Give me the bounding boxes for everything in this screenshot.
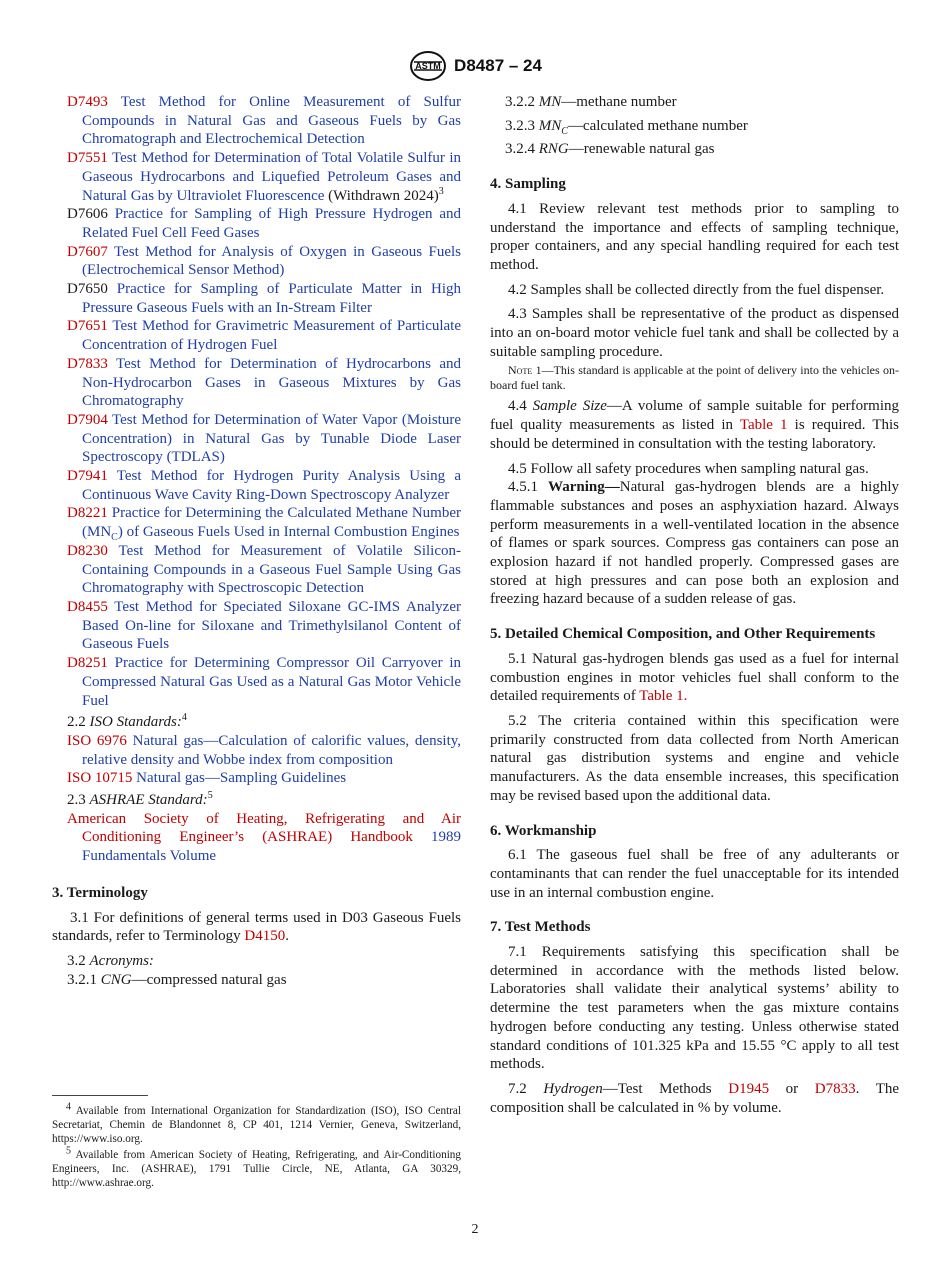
left-column (52, 93, 462, 989)
paragraph-text: is required. This should be determined in consultation with the testing laboratory. (490, 417, 899, 452)
reference-title[interactable]: Test Method for Hydrogen Purity Analysis Using a Continuous Wave Cavity Ring-Down Spectroscopy Analyzer (82, 468, 461, 503)
footnote-divider (52, 1095, 148, 1096)
definition: —renewable natural gas (568, 141, 715, 158)
reference-code[interactable]: ISO 6976 (67, 732, 127, 749)
subscript: C (111, 532, 118, 544)
footnote-number: 5 (66, 1144, 71, 1156)
right-column (490, 93, 899, 1123)
footnote-number: 4 (66, 1101, 71, 1113)
reference-item (67, 542, 461, 598)
paragraph-text: —Test Methods (602, 1080, 729, 1097)
reference-item (67, 598, 461, 654)
reference-code[interactable]: ISO 10715 (67, 770, 133, 787)
section-title: Sample Size (532, 398, 607, 415)
reference-title[interactable]: Test Method for Analysis of Oxygen in Gaseous Fuels (Electrochemical Sensor Method) (82, 243, 461, 279)
reference-title[interactable]: Natural gas—Calculation of calorific values, density, relative density and Wobbe index from composition (82, 732, 462, 768)
section-number: 3.2.2 (505, 94, 539, 110)
paragraph-7-1: 7.1 Requirements satisfying this specification shall be determined in accordance with the methods listed below. Laboratories shall validate their analytical systems’ ability to determine the test parameters when the gas mixture contains hydrogen before conducting any testing. Unless otherwise stated standard conditions of 101.325 kPa and 15.55 °C apply to all test methods. (490, 944, 899, 1073)
footnote-ref: 4 (181, 712, 187, 724)
reference-item (67, 504, 461, 544)
reference-code[interactable]: D7651 (67, 318, 108, 335)
paragraph-4-5-1 (490, 478, 899, 609)
warning-label: Warning— (548, 479, 620, 496)
reference-code[interactable]: D7493 (67, 94, 108, 110)
section-number: 4.4 (508, 398, 533, 415)
section-number: 3.2.1 (67, 971, 101, 988)
test-method-link[interactable]: D1945 (728, 1080, 770, 1097)
section-heading-test-methods: 7. Test Methods (490, 919, 591, 936)
footnote (52, 1144, 461, 1191)
terminology-link[interactable]: D4150 (244, 928, 286, 945)
definition: —compressed natural gas (131, 971, 287, 988)
reference-title-part: Practice for Determining the Calculated Methane Number (MN (82, 505, 461, 541)
reference-item (67, 732, 461, 769)
paragraph-4-2: 4.2 Samples shall be collected directly from the fuel dispenser. (508, 281, 885, 298)
definition: —methane number (561, 94, 677, 110)
reference-title[interactable]: Test Method for Determination of Hydrocarbons and Non-Hydrocarbon Gases in Gaseous Mixtures by Gas Chromatography (82, 355, 461, 410)
reference-title[interactable]: Practice for Sampling of Particulate Matter in High Pressure Gaseous Fuels with an In-Stream Filter (82, 281, 461, 316)
paragraph-text: . (285, 928, 289, 945)
reference-code[interactable]: D7904 (67, 411, 108, 428)
iso-standards-label (67, 713, 461, 732)
paragraph-4-4 (490, 397, 899, 453)
section-number: 3.2 (67, 952, 90, 969)
reference-code[interactable]: D8251 (67, 655, 108, 672)
section-number: 3.2.3 (505, 117, 539, 134)
reference-code[interactable]: D8221 (67, 505, 108, 522)
page-header (0, 50, 950, 87)
note-label: Note (508, 363, 533, 378)
reference-title[interactable]: Test Method for Gravimetric Measurement of Particulate Concentration of Hydrogen Fuel (82, 318, 462, 354)
section-number: 7.2 (508, 1080, 544, 1097)
paragraph-text: 3.1 For definitions of general terms used in D03 Gaseous Fuels standards, refer to Terminology (52, 909, 461, 945)
reference-code[interactable]: American Society of Heating, Refrigerating and Air Conditioning Engineer’s (ASHRAE) Handbook (67, 810, 461, 846)
reference-suffix: (Withdrawn 2024) (324, 187, 439, 204)
reference-item (67, 93, 461, 149)
section-heading-composition: 5. Detailed Chemical Composition, and Other Requirements (490, 626, 876, 643)
section-title: Acronyms: (89, 952, 154, 969)
paragraph-3-1 (52, 909, 461, 946)
paragraph-3-2-3 (490, 117, 899, 136)
reference-title[interactable]: Practice for Sampling of High Pressure Hydrogen and Related Fuel Cell Feed Gases (82, 206, 462, 241)
paragraph-text: Natural gas-hydrogen blends are a highly flammable substances and poses an asphyxiation hazard. Always perform measurements in a well-ventilated location in the absence of flames or spark sources. Compress gas containers can pose an explosion hazard if not handled properly. Compressed gases are stored at high pressures and can pose both an explosion and freezing hazard because of a sudden release of gas. (490, 479, 900, 608)
reference-item (67, 769, 461, 788)
reference-code: D7606 (67, 206, 108, 223)
paragraph-4-3: 4.3 Samples shall be representative of the product as dispensed into an on-board motor vehicle fuel tank and shall be collected by a suitable sampling procedure. (490, 306, 899, 360)
reference-item (67, 810, 461, 866)
section-number: 4.5.1 (508, 479, 549, 496)
reference-title[interactable] (82, 505, 461, 544)
footnote (52, 1101, 461, 1147)
section-number: 2.3 (67, 792, 90, 809)
term: RNG (538, 141, 569, 158)
reference-code[interactable]: D8230 (67, 542, 108, 559)
footnote-ref: 5 (207, 790, 213, 802)
designation: D8487 – 24 (454, 56, 542, 75)
paragraph-3-2-2 (490, 93, 899, 112)
section-heading-workmanship: 6. Workmanship (490, 822, 597, 839)
reference-item (67, 355, 461, 411)
section-title: ISO Standards: (89, 714, 182, 731)
reference-title-part: ) of Gaseous Fuels Used in Internal Combustion Engines (117, 524, 460, 541)
footnote-text: Available from American Society of Heating, Refrigerating, and Air-Conditioning Engineers, Inc. (ASHRAE), 1791 Tullie Circle, NE, Atlanta, GA 30329, http://www.ashrae.org. (52, 1148, 461, 1190)
paragraph-3-2-1 (52, 971, 461, 990)
reference-title[interactable]: Test Method for Determination of Total Volatile Sulfur in Gaseous Hydrocarbons and Liquefied Petroleum Gases and Natural Gas by Ultraviolet Fluorescence (82, 150, 462, 204)
term: CNG (100, 971, 132, 988)
reference-title[interactable]: Test Method for Measurement of Volatile Silicon-Containing Compounds in a Gaseous Fuel Sample Using Gas Chromatography with Spectroscopic Detection (82, 542, 461, 597)
reference-item (67, 654, 461, 710)
note-text: 1—This standard is applicable at the point of delivery into the vehicles on-board fuel tank. (490, 363, 899, 393)
paragraph-4-5: 4.5 Follow all safety procedures when sampling natural gas. (508, 460, 869, 477)
paragraph-5-2: 5.2 The criteria contained within this specification were primarily constructed from data collected from North American natural gas distribution systems and engine and vehicle manufacturers. As the data ensemble increases, this specification may be revised based upon the additional data. (490, 712, 899, 804)
reference-title[interactable]: Practice for Determining Compressor Oil Carryover in Compressed Natural Gas Used as a Natural Gas Motor Vehicle Fuel (82, 655, 462, 709)
reference-item (67, 317, 461, 354)
reference-title[interactable]: 1989 Fundamentals Volume (82, 829, 461, 865)
svg-text:ASTM: ASTM (415, 61, 441, 71)
reference-code[interactable]: D7607 (67, 243, 108, 260)
reference-item (67, 467, 461, 504)
reference-item (67, 411, 461, 467)
paragraph-text: 5.1 Natural gas-hydrogen blends gas used as a fuel for internal combustion engines in motor vehicles fuel shall conform to the detailed requirements of (490, 650, 899, 705)
paragraph-5-1 (490, 650, 899, 706)
reference-title[interactable]: Test Method for Determination of Water Vapor (Moisture Concentration) in Natural Gas by Tunable Diode Laser Spectroscopy (TDLAS) (82, 411, 462, 466)
section-title: ASHRAE Standard: (89, 792, 208, 809)
term: MN (538, 94, 562, 110)
footnotes (52, 1101, 461, 1191)
reference-title[interactable]: Natural gas—Sampling Guidelines (136, 770, 347, 787)
section-title: Hydrogen (543, 1080, 603, 1097)
term: MN (538, 117, 562, 134)
reference-item (67, 205, 461, 242)
paragraph-text: —A volume of sample suitable for performing fuel quality measurements as listed in (490, 398, 899, 434)
footnote-ref: 3 (438, 185, 444, 197)
paragraph-6-1: 6.1 The gaseous fuel shall be free of any adulterants or contaminants that can render the fuel unacceptable for its intended use in an internal combustion engine. (490, 847, 899, 901)
reference-item (67, 280, 461, 317)
test-method-link[interactable]: D7833 (814, 1080, 856, 1097)
reference-code[interactable]: D7833 (67, 355, 108, 372)
subscript: C (561, 125, 568, 137)
table-link[interactable]: Table 1 (739, 417, 788, 434)
reference-code[interactable]: D8455 (67, 598, 108, 615)
paragraph-text: . The composition shall be calculated in % by volume. (490, 1080, 900, 1116)
reference-code[interactable]: D7551 (67, 150, 108, 167)
page-number: 2 (471, 1222, 479, 1237)
reference-list (67, 93, 461, 710)
paragraph-7-2 (490, 1080, 899, 1117)
astm-logo-icon (408, 50, 448, 82)
paragraph-text: . (683, 688, 688, 705)
paragraph-3-2-4 (490, 140, 899, 159)
footnote-text: Available from International Organization for Standardization (ISO), ISO Central Secretariat, Chemin de Blandonnet 8, CP 401, 1214 Vernier, Geneva, Switzerland, https://www.iso.org. (52, 1105, 461, 1146)
note-1 (490, 363, 899, 393)
paragraph-4-1: 4.1 Review relevant test methods prior to sampling to understand the importance and effects of sampling technique, proper containers, and any special handling required for each test method. (490, 200, 899, 273)
ashrae-standard-label (67, 791, 461, 810)
reference-code: D7650 (67, 281, 108, 298)
paragraph-3-2 (52, 952, 461, 971)
reference-item (67, 149, 461, 205)
table-link[interactable]: Table 1 (639, 688, 684, 705)
definition: —calculated methane number (567, 117, 748, 134)
reference-title[interactable]: Test Method for Online Measurement of Sulfur Compounds in Natural Gas and Gaseous Fuels by Gas Chromatograph and Electrochemical Detection (82, 94, 462, 148)
section-number: 3.2.4 (505, 141, 539, 158)
paragraph-text: or (769, 1080, 815, 1097)
reference-title[interactable]: Test Method for Speciated Siloxane GC-IMS Analyzer Based On-line for Siloxane and Trimethylsilanol Content of Gaseous Fuels (82, 598, 461, 653)
reference-code[interactable]: D7941 (67, 468, 108, 485)
reference-item (67, 243, 461, 280)
section-heading-sampling: 4. Sampling (490, 176, 566, 193)
section-heading-terminology: 3. Terminology (52, 884, 148, 901)
section-number: 2.2 (67, 714, 90, 731)
